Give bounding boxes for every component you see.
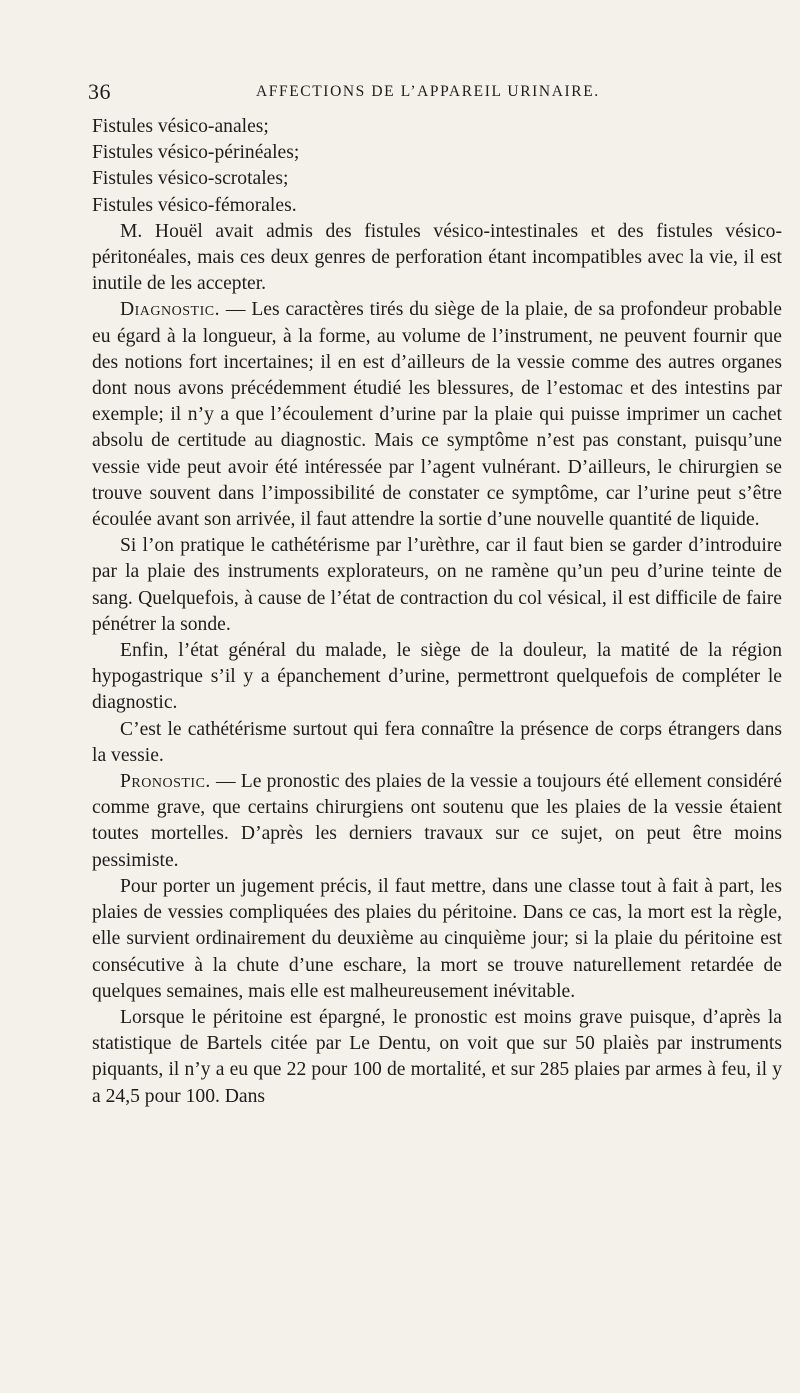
- list-item: Fistules vésico-fémorales.: [92, 194, 297, 216]
- page-number: 36: [88, 79, 111, 104]
- paragraph-peritoine: Pour porter un jugement précis, il faut mettre, dans une classe tout à fait à part, les plaies de vessies compliquées des plaies du péritoine. Dans ce cas, la mort est la règle, elle survient ordinairement du deuxième au cinquième jour; si la plaie du péritoine est consécutive à la chute d’une eschare, la mort se trouve naturellement retardée de quelques semaines, mais elle est malheureusement inévitable.: [92, 875, 782, 1002]
- paragraph-diagnostic: [92, 297, 782, 533]
- list-item: Fistules vésico-anales;: [92, 116, 269, 137]
- paragraph-pronostic: [92, 769, 782, 874]
- section-heading-diagnostic: Diagnostic.: [120, 299, 220, 321]
- section-heading-pronostic: Pronostic.: [120, 771, 211, 793]
- paragraph-pronostic-text: — Le pronostic des plaies de la vessie a toujours été ellement considéré comme grave, que certains chirurgiens ont soutenu que les plaies de la vessie étaient toutes mortelles. D’après les derniers travaux sur ce sujet, on peut être moins pessimiste.: [92, 771, 782, 871]
- running-title: AFFECTIONS DE L’APPAREIL URINAIRE.: [256, 83, 600, 100]
- paragraph-houel: M. Houël avait admis des fistules vésico-intestinales et des fistules vésico-péritonéales, mais ces deux genres de perforation étant incompatibles avec la vie, il est inutile de les accepter.: [92, 220, 782, 295]
- page-header: [88, 79, 764, 109]
- paragraph-statistique: Lorsque le péritoine est épargné, le pronostic est moins grave puisque, d’après la statistique de Bartels citée par Le Dentu, on voit que sur 50 plaiès par instruments piquants, il n’y a eu que 22 pour 100 de mortalité, et sur 285 plaies par armes à feu, il y a 24,5 pour 100. Dans: [92, 1006, 782, 1107]
- body-text: [92, 114, 782, 1110]
- paragraph-diagnostic-text: — Les caractères tirés du siège de la plaie, de sa profondeur probable eu égard à la longueur, à la forme, au volume de l’instrument, ne peuvent fournir que des notions fort incertaines; il en est d’ailleurs de la vessie comme des autres organes dont nous avons précédemment étudié les blessures, de l’estomac et des intestins par exemple; il n’y a que l’écoulement d’urine par la plaie qui puisse imprimer un cachet absolu de certitude au diagnostic. Mais ce symptôme n’est pas constant, puisqu’une vessie vide peut avoir été intéressée par l’agent vulnérant. D’ailleurs, le chirurgien se trouve souvent dans l’impossibilité de constater ce symptôme, car l’urine peut s’être écoulée avant son arrivée, il faut attendre la sortie d’une nouvelle quantité de liquide.: [92, 299, 782, 531]
- paragraph-etat-general: Enfin, l’état général du malade, le siège de la douleur, la matité de la région hypogastrique s’il y a épanchement d’urine, permettront quelquefois de compléter le diagnostic.: [92, 640, 782, 714]
- list-item: Fistules vésico-périnéales;: [92, 142, 300, 164]
- list-item: Fistules vésico-scrotales;: [92, 168, 289, 190]
- paragraph-catheterisme: Si l’on pratique le cathétérisme par l’urèthre, car il faut bien se garder d’introduire par la plaie des instruments explorateurs, on ne ramène qu’un peu d’urine teinte de sang. Quelquefois, à cause de l’état de contraction du col vésical, il est difficile de faire pénétrer la sonde.: [92, 535, 782, 635]
- paragraph-corps-etrangers: C’est le cathétérisme surtout qui fera connaître la présence de corps étrangers dans la vessie.: [92, 718, 782, 766]
